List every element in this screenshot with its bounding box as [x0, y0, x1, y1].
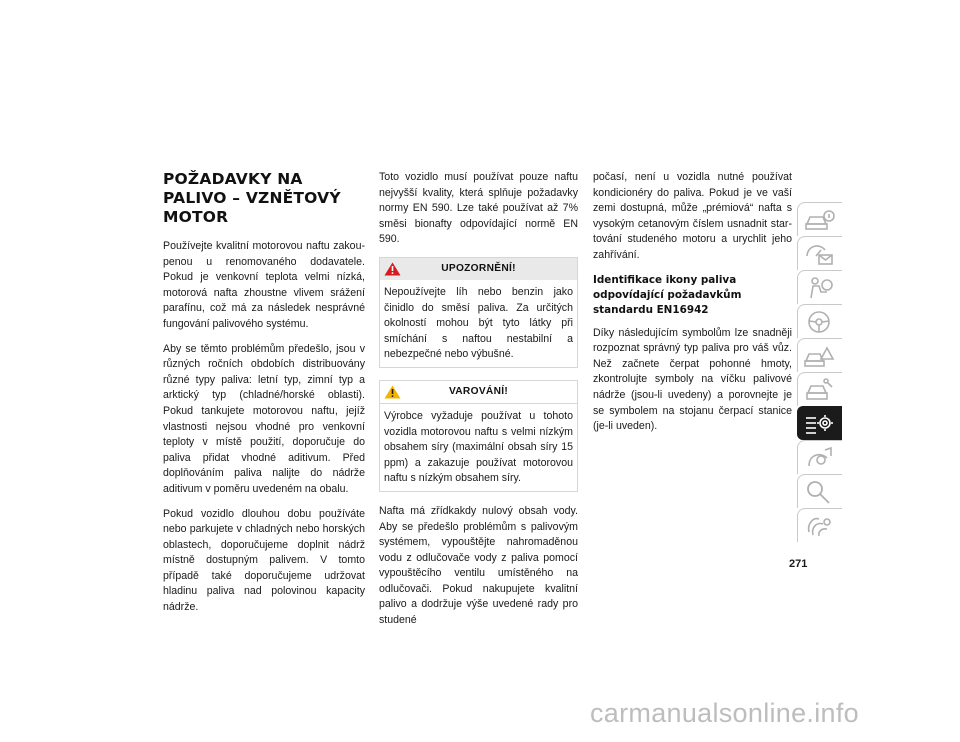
caution-header — [380, 258, 577, 280]
dashboard-mail-icon — [803, 240, 835, 268]
paragraph: Aby se těmto problémům předešlo, jsou v různých ročních obdobích distribuovány různé typy paliva: letní typ, zimní typ a arktický typ (chladné/horské oblasti). Pokud tankujete motorovou naftu, jejíž vlastnosti nejsou vhodné pro venkovní teploty v místě použití, doporučuje do paliva přidat vhodné aditivum. Před doplňováním paliva nalijte do nádrže aditivum v poměru uvedeném na obalu. — [163, 342, 365, 495]
section-heading: POŽADAVKY NA PALIVO – VZNĚTOVÝ MOTOR — [163, 170, 341, 226]
paragraph: Nafta má zřídkakdy nulový obsah vody. Aby se předešlo problémům s palivovým systémem, vypouštějte nahromaděnou vodu z odlučovače vody z paliva pomocí vypouštěcího ventilu umístěného na odlučovači. Pokud nakupujete kvalitní palivo a dodržuje výše uvedené rady pro studené — [379, 504, 578, 627]
tab-car-info[interactable] — [797, 202, 842, 236]
tab-specifications[interactable] — [797, 406, 842, 440]
tab-emergency[interactable] — [797, 338, 842, 372]
caution-title: UPOZORNĚNÍ! — [441, 262, 516, 274]
tab-service[interactable] — [797, 372, 842, 406]
paragraph: Díky následujícím symbolům lze snadněji rozpoznat správný typ paliva pro váš vůz. Než začnete čerpat pohonné hmoty, zkontrolujte symboly na víčku palivové nádrže (jsou-li uvedeny) a porovnejte je se symbolem na stojanu čerpací stanice (je-li uveden). — [593, 326, 792, 433]
caution-text: Nepoužívejte líh nebo benzin jako činidlo do směsí paliva. Za určitých okolností mohou být tyto látky při smíchání s naftou nestabilní a nebezpečné nebo výbušné. — [384, 285, 573, 361]
caution-box — [379, 257, 578, 368]
warning-icon — [384, 385, 401, 399]
watermark: carmanualsonline.info — [590, 698, 859, 728]
steering-wheel-icon — [803, 308, 835, 336]
subheading: Identifikace ikony paliva odpovídající požadavkům standardu EN16942 — [593, 273, 742, 316]
tab-safety[interactable] — [797, 270, 842, 304]
middle-column — [379, 170, 578, 638]
tab-languages[interactable] — [797, 508, 842, 542]
warning-box — [379, 380, 578, 492]
search-index-icon — [803, 478, 835, 506]
warning-title: VAROVÁNÍ! — [448, 385, 509, 397]
tab-driving[interactable] — [797, 304, 842, 338]
warning-text: Výrobce vyžaduje používat u tohoto vozidla motorovou naftu s velmi nízkým obsahem síry (maximální obsah síry 15 ppm) a zakazuje používat motorovou naftu s nízkým obsahem síry. — [384, 409, 573, 485]
paragraph: počasí, není u vozidla nutné používat kondicionéry do paliva. Pokud je ve vaší zemi dostupná, může „prémiová“ nafta s vysokým cetanovým číslem usnadnit startování studeného motoru a urychlit jeho zahřívání. — [593, 171, 792, 261]
warning-header — [380, 381, 577, 404]
hazard-car-icon — [803, 342, 835, 370]
tab-multimedia[interactable] — [797, 440, 842, 474]
car-info-icon — [803, 206, 835, 234]
multimedia-icon — [803, 444, 835, 472]
left-column — [163, 168, 365, 625]
airbag-safety-icon — [803, 274, 835, 302]
tab-index[interactable] — [797, 474, 842, 508]
specifications-gear-icon — [803, 410, 835, 438]
paragraph: Toto vozidlo musí používat pouze naftu nejvyšší kvality, která splňuje požadavky normy EN 590. Lze také používat až 7% směsi bionafty odpovídající normě EN 590. — [379, 171, 578, 246]
right-column — [593, 170, 792, 444]
tab-dashboard[interactable] — [797, 236, 842, 270]
paragraph: Pokud vozidlo dlouhou dobu používáte nebo parkujete v chladných nebo horských oblastech, doporučujeme doplnit nádrž místně dostupným palivem. V tomto případě také doporučujeme udržovat hladinu paliva nad polovinou kapacity nádrže. — [163, 507, 365, 614]
page-number: 271 — [789, 558, 808, 570]
caution-icon — [384, 262, 401, 276]
language-icon — [803, 512, 835, 540]
paragraph: Používejte kvalitní motorovou naftu zakoupenou u renomovaného dodavatele. Pokud je venkovní teplota velmi nízká, motorová nafta zhoustne vlivem srážení parafínu, což má za následek nesprávné fungování palivového systému. — [163, 240, 365, 330]
car-service-icon — [803, 376, 835, 404]
